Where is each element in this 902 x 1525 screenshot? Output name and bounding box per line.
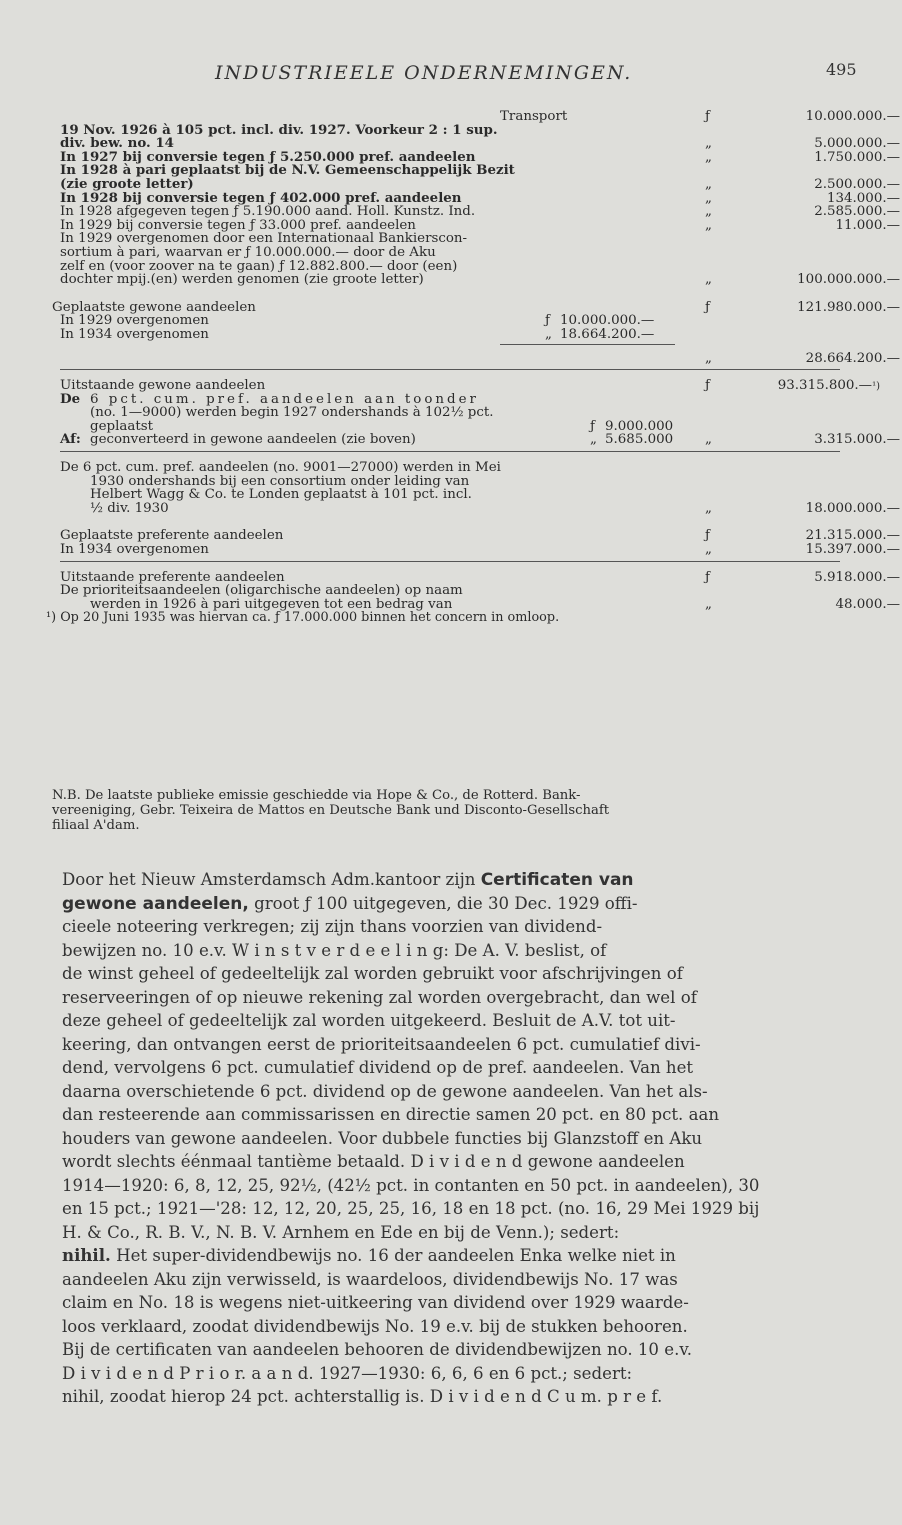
currency-mark: „ <box>705 149 712 165</box>
table-row: (no. 1—9000) werden begin 1927 ondershands à 102½ pct. <box>90 405 494 421</box>
table-row <box>60 246 860 260</box>
row-value: 1.750.000.— <box>814 149 900 165</box>
table-row: ½ div. 1930 „ 18.000.000.— <box>90 500 900 516</box>
row-text: dochter mpij.(en) werden genomen (zie groote letter) <box>60 272 424 288</box>
row-text: 19 Nov. 1926 à 105 pct. incl. div. 1927. Voorkeur 2 : 1 sup. <box>60 121 498 138</box>
running-header-title: INDUSTRIEELE ONDERNEMINGEN. <box>215 62 633 84</box>
row-value: 10.000.000.— <box>805 109 900 124</box>
table-row <box>60 121 860 138</box>
table-row: „ 28.664.200.— <box>705 350 900 366</box>
row-value: 5.000.000.— <box>814 136 900 152</box>
certificaten-heading: Certificaten van <box>480 870 634 890</box>
row-text: div. bew. no. 14 <box>60 135 174 152</box>
nota-bene <box>52 788 862 833</box>
table-row: De 6 pct. cum. pref. aandeelen (no. 9001—27000) werden in Mei <box>60 460 501 476</box>
page-number: 495 <box>826 60 857 79</box>
table-row: Geplaatste gewone aandeelen ƒ 121.980.000.— <box>52 299 900 315</box>
table-row: In 1934 overgenomen „ 18.664.200.— <box>60 326 655 342</box>
currency-mark: „ <box>705 204 712 220</box>
currency-mark: „ <box>705 217 712 233</box>
gewone-aandeelen-heading: gewone aandeelen, <box>62 893 249 914</box>
table-row: Uitstaande gewone aandeelen ƒ 93.315.800.—¹) <box>60 378 880 394</box>
row-value: 134.000.— <box>826 190 900 206</box>
row-text: In 1928 bij conversie tegen ƒ 402.000 pref. aandeelen <box>60 189 462 206</box>
table-row: De 6 pct. cum. pref. aandeelen aan toonder <box>60 390 479 407</box>
table-row <box>60 260 860 274</box>
nb-line: vereeniging, Gebr. Teixeira de Mattos en Deutsche Bank und Disconto-Gesellschaft <box>52 803 610 818</box>
table-row: In 1934 overgenomen „ 15.397.000.— <box>60 542 900 558</box>
table-row: werden in 1926 à pari uitgegeven tot een bedrag van „ 48.000.— <box>90 596 900 612</box>
table-row: Geplaatste preferente aandeelen ƒ 21.315.000.— <box>60 528 900 544</box>
body-paragraph: Door het Nieuw Amsterdamsch Adm.kantoor zijn Certificaten van gewone aandeelen, groot ƒ 100 uitgegeven, die 30 Dec. 1929 offi- cieele noteering verkregen; zij zijn thans voorzien van dividend- bewijzen no. 10 e.v. W i n s t v e r d e e l i n g: De A. V. beslist, of de winst geheel of gedeeltelijk zal worden gebruikt voor afschrijvingen of reserveeringen of op nieuwe rekening zal worden overgebracht, dan wel of deze geheel of gedeeltelijk zal worden uitgekeerd. Besluit de A.V. tot uit- keering, dan ontvangen eerst de prioriteitsaandeelen 6 pct. cumulatief divi- dend, vervolgens 6 pct. cumulatief dividend op de pref. aandeelen. Van het daarna overschietende 6 pct. dividend op de gewone aandeelen. Van het als- dan resteerende aan commissarissen en directie samen 20 pct. en 80 pct. aan houders van gewone aandeelen. Voor dubbele functies bij Glanzstoff en Aku wordt slechts éénmaal tantième betaald. D i v i d e n d gewone aandeelen 1914—1920: 6, 8, 12, 25, 92½, (42½ pct. in contanten en 50 pct. in aandeelen), 30 en 15 pct.; 1921—'28: 12, 12, 20, 25, 25, 16, 18 en 18 pct. (no. 16, 29 Mei 1929 bij H. & Co., R. B. V., N. B. V. Arnhem en Ede en bij de Venn.); sedert: nihil. Het super-dividendbewijs no. 16 der aandeelen Enka welke niet in aandeelen Aku zijn verwisseld, is waardeloos, dividendbewijs No. 17 was claim en No. 18 is wegens niet-uitkeering van dividend over 1929 waarde- loos verklaard, zoodat dividendbewijs No. 19 e.v. bij de stukken behooren. Bij de certificaten van aandeelen behooren de dividendbewijzen no. 10 e.v. D i v i d e n d P r i o r. a a n d. 1927—1930: 6, 6, 6 en 6 pct.; sedert: nihil, zoodat hierop 24 pct. achterstallig is. D i v i d e n d C u m. p r e f. <box>62 870 760 1406</box>
table-row <box>60 204 900 220</box>
row-value: 2.585.000.— <box>814 204 900 220</box>
nb-line: filiaal A'dam. <box>52 818 140 833</box>
table-row: Helbert Wagg & Co. te Londen geplaatst à 101 pct. incl. <box>90 487 472 503</box>
currency-mark: „ <box>705 272 712 288</box>
table-row: Af: geconverteerd in gewone aandeelen (zie boven) „ 5.685.000 „ 3.315.000.— <box>60 431 900 448</box>
row-text: Transport <box>500 109 568 124</box>
currency-mark: „ <box>705 190 712 206</box>
row-text: sortium à pari, waarvan er ƒ 10.000.000.— door de Aku <box>60 244 436 260</box>
table-row <box>60 217 900 233</box>
currency-mark: „ <box>705 136 712 152</box>
row-text: In 1927 bij conversie tegen ƒ 5.250.000 pref. aandeelen <box>60 148 476 165</box>
row-text: In 1929 bij conversie tegen ƒ 33.000 pref. aandeelen <box>60 217 416 233</box>
row-value: 11.000.— <box>835 217 900 233</box>
table-row <box>60 232 860 246</box>
table-row <box>60 272 900 288</box>
row-text: (zie groote letter) <box>60 175 194 192</box>
table-row: Uitstaande preferente aandeelen ƒ 5.918.000.— <box>60 569 900 585</box>
table-row <box>60 189 900 206</box>
row-text: In 1928 à pari geplaatst bij de N.V. Gemeenschappelijk Bezit <box>60 162 515 179</box>
row-text: In 1929 overgenomen door een Internationaal Bankierscon- <box>60 231 468 247</box>
row-text: zelf en (voor zoover na te gaan) ƒ 12.882.800.— door (een) <box>60 258 458 274</box>
currency-mark: „ <box>705 176 712 192</box>
capital-table <box>46 109 900 626</box>
table-row: 1930 ondershands bij een consortium onder leiding van <box>90 473 470 489</box>
row-value: 2.500.000.— <box>814 176 900 192</box>
footnote: ¹) Op 20 Juni 1935 was hiervan ca. ƒ 17.000.000 binnen het concern in omloop. <box>46 610 560 626</box>
table-row: De prioriteitsaandeelen (oligarchische aandeelen) op naam <box>60 583 463 599</box>
row-value: 100.000.000.— <box>797 272 900 288</box>
nb-line: N.B. De laatste publieke emissie geschiedde via Hope & Co., de Rotterd. Bank- <box>52 788 581 803</box>
row-text: In 1928 afgegeven tegen ƒ 5.190.000 aand. Holl. Kunstz. Ind. <box>60 204 476 220</box>
currency-mark: ƒ <box>705 109 710 124</box>
share-issue-rows <box>60 109 900 288</box>
table-row: In 1929 overgenomen ƒ 10.000.000.— <box>60 313 655 329</box>
table-row: geplaatst ƒ 9.000.000 <box>90 418 674 434</box>
